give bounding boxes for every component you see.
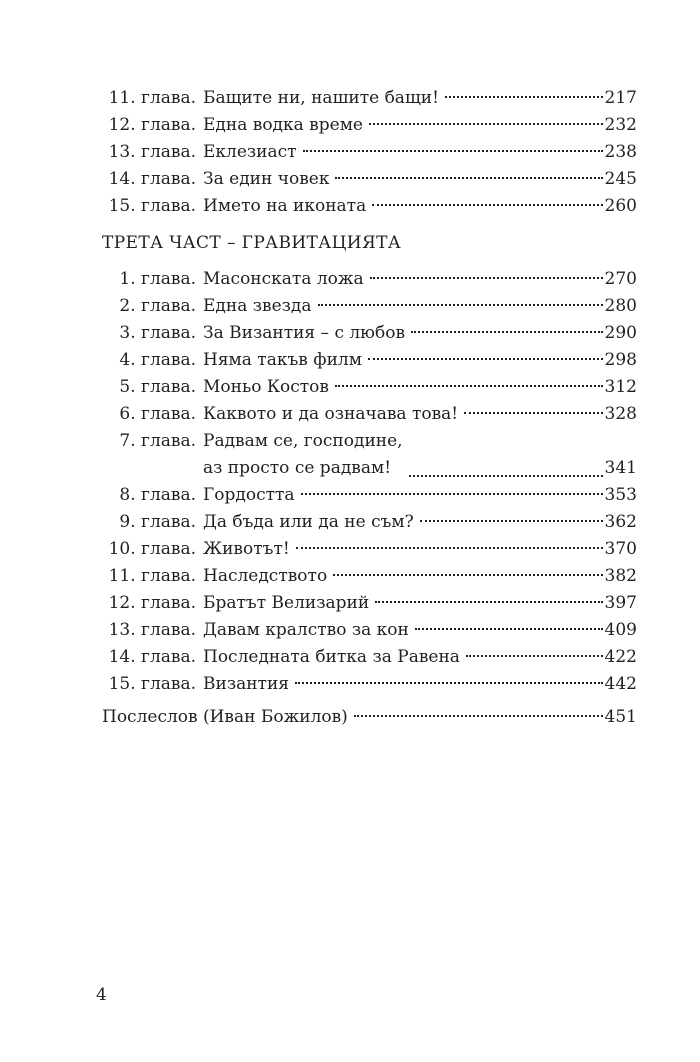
- part-heading: ТРЕТА ЧАСТ – ГРАВИТАЦИЯТА: [102, 233, 402, 253]
- dot-leader: [354, 715, 603, 717]
- chapter-title: Бащите ни, нашите бащи!: [203, 88, 439, 108]
- toc-entry: [102, 536, 637, 563]
- page-number: 422: [604, 647, 637, 667]
- page-number: 442: [604, 674, 637, 694]
- page-number: 245: [604, 169, 637, 189]
- chapter-title: Да бъда или да не съм?: [203, 512, 414, 532]
- dot-leader: [409, 475, 603, 477]
- page-number: 362: [604, 512, 637, 532]
- page-number: 409: [604, 620, 637, 640]
- toc-entry: [102, 166, 637, 193]
- toc-entry: [102, 509, 637, 536]
- toc-entry: [102, 563, 637, 590]
- chapter-number: 12. глава.: [108, 593, 196, 613]
- dot-leader: [370, 277, 603, 279]
- afterword-title: Послеслов (Иван Божилов): [102, 707, 348, 727]
- page-number: 341: [604, 458, 637, 478]
- toc-entry: [102, 293, 637, 320]
- chapter-number: 7. глава.: [119, 431, 196, 451]
- toc-part-two-list: [102, 85, 637, 220]
- chapter-number: 11. глава.: [108, 88, 196, 108]
- page-number: 217: [604, 88, 637, 108]
- dot-leader: [372, 204, 602, 206]
- chapter-number: 11. глава.: [108, 566, 196, 586]
- dot-leader: [368, 358, 603, 360]
- toc-entry: [102, 671, 637, 698]
- dot-leader: [335, 177, 602, 179]
- toc-entry: [102, 617, 637, 644]
- dot-leader: [375, 601, 602, 603]
- chapter-number: 8. глава.: [119, 485, 196, 505]
- chapter-title: Животът!: [203, 539, 290, 559]
- toc-entry: [102, 112, 637, 139]
- chapter-number: 5. глава.: [119, 377, 196, 397]
- page-number: 312: [604, 377, 637, 397]
- chapter-number: 13. глава.: [108, 142, 196, 162]
- dot-leader: [303, 150, 603, 152]
- page-number: 290: [604, 323, 637, 343]
- chapter-title: Еклезиаст: [203, 142, 297, 162]
- toc-entry: [102, 590, 637, 617]
- dot-leader: [295, 682, 603, 684]
- dot-leader: [420, 520, 603, 522]
- toc-entry: [102, 320, 637, 347]
- toc-part-three-list: [102, 266, 637, 698]
- dot-leader: [411, 331, 603, 333]
- dot-leader: [415, 628, 603, 630]
- chapter-number: 15. глава.: [108, 674, 196, 694]
- toc-entry: [102, 482, 637, 509]
- toc-afterword: [102, 704, 637, 731]
- chapter-number: 4. глава.: [119, 350, 196, 370]
- dot-leader: [466, 655, 603, 657]
- page-number: 260: [604, 196, 637, 216]
- toc-entry: [102, 644, 637, 671]
- page-number: 298: [604, 350, 637, 370]
- toc-entry: [102, 193, 637, 220]
- page-number: 328: [604, 404, 637, 424]
- chapter-title: Моньо Костов: [203, 377, 329, 397]
- chapter-number: 1. глава.: [119, 269, 196, 289]
- chapter-title: Наследството: [203, 566, 328, 586]
- dot-leader: [301, 493, 603, 495]
- chapter-title: Една звезда: [203, 296, 312, 316]
- dot-leader: [464, 412, 602, 414]
- page-number: 232: [604, 115, 637, 135]
- chapter-number: 13. глава.: [108, 620, 196, 640]
- folio-page-number: 4: [96, 985, 107, 1005]
- page-number: 382: [604, 566, 637, 586]
- page-number: 397: [604, 593, 637, 613]
- toc-entry: [102, 347, 637, 374]
- page-number: 353: [604, 485, 637, 505]
- chapter-number: 14. глава.: [108, 647, 196, 667]
- chapter-title: За Византия – с любов: [203, 323, 406, 343]
- toc-entry: [102, 704, 637, 731]
- page-number: 370: [604, 539, 637, 559]
- toc-entry: [102, 139, 637, 166]
- chapter-number: 9. глава.: [119, 512, 196, 532]
- toc-entry: [102, 374, 637, 401]
- dot-leader: [296, 547, 603, 549]
- chapter-title: Няма такъв филм: [203, 350, 362, 370]
- chapter-title: Братът Велизарий: [203, 593, 370, 613]
- chapter-number: 3. глава.: [119, 323, 196, 343]
- chapter-number: 15. глава.: [108, 196, 196, 216]
- chapter-number: 12. глава.: [108, 115, 196, 135]
- dot-leader: [318, 304, 603, 306]
- chapter-number: 2. глава.: [119, 296, 196, 316]
- chapter-title: Последната битка за Равена: [203, 647, 460, 667]
- page-number: 238: [604, 142, 637, 162]
- dot-leader: [369, 123, 603, 125]
- toc-entry: [102, 266, 637, 293]
- page-number: 451: [604, 707, 637, 727]
- page-number: 280: [604, 296, 637, 316]
- chapter-title: Каквото и да означава това!: [203, 404, 459, 424]
- dot-leader: [335, 385, 603, 387]
- dot-leader: [445, 96, 603, 98]
- chapter-title: Една водка време: [203, 115, 363, 135]
- chapter-title: Византия: [203, 674, 290, 694]
- chapter-title: За един човек: [203, 169, 330, 189]
- chapter-title: [196, 428, 403, 482]
- chapter-title: Името на иконата: [203, 196, 367, 216]
- toc-entry: [102, 85, 637, 112]
- chapter-title: Давам кралство за кон: [203, 620, 409, 640]
- chapter-number: 6. глава.: [119, 404, 196, 424]
- chapter-number: 10. глава.: [108, 539, 196, 559]
- toc-entry: [102, 401, 637, 428]
- toc-entry: [102, 428, 637, 482]
- page-number: 270: [604, 269, 637, 289]
- chapter-title: Гордостта: [203, 485, 295, 505]
- dot-leader: [333, 574, 602, 576]
- chapter-title-line-2: аз просто се радвам!: [203, 458, 392, 478]
- chapter-number: 14. глава.: [108, 169, 196, 189]
- chapter-title-line-1: Радвам се, господине,: [203, 431, 403, 451]
- chapter-title: Масонската ложа: [203, 269, 364, 289]
